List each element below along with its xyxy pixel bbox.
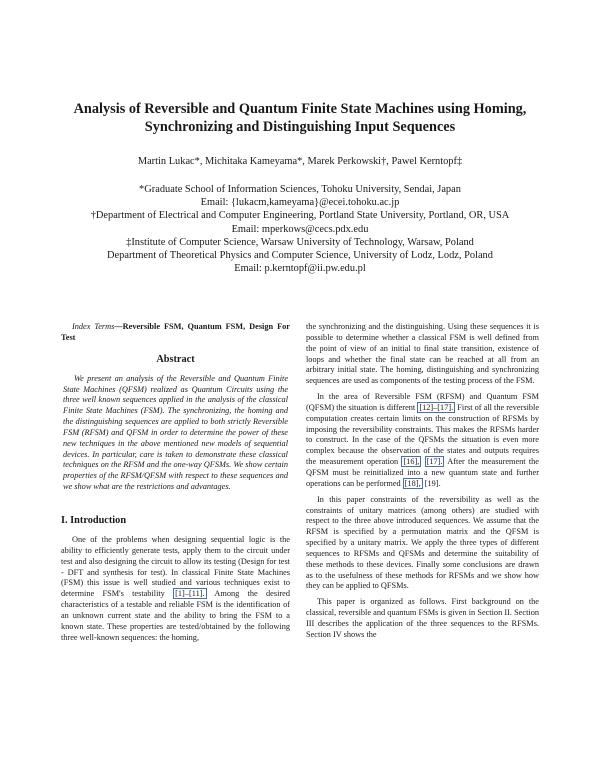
intro-paragraph: One of the problems when designing sequential logic is the ability to efficiently generate tests, apply them to the circuit under test and also designing the circuit to allow its testing (Design for test - DFT and synthesis for test). In classical Finite State Machines (FSM) this issue is well studied and various techniques exist to determine FSM's testability [1]–[11]. Among the desired characteristics of a testable and reliable FSM is the identification of an unknown current state and the ability to bring the FSM to a known state. These properties are tested/obtained by the following three well-known sequences: the homing, — [61, 534, 290, 642]
citation-link[interactable]: [1]–[11]. — [175, 589, 205, 599]
index-terms-dash: — — [114, 322, 123, 331]
author-list: Martin Lukac*, Michitaka Kameyama*, Marek Perkowski†, Pawel Kerntopf‡ — [137, 156, 463, 167]
index-terms-label: Index Terms — [72, 322, 115, 331]
citation-link[interactable]: [18], — [404, 478, 421, 488]
index-terms-text: Reversible FSM, Quantum FSM, Design For Test — [61, 322, 290, 342]
paper-title — [40, 100, 560, 136]
intro-paragraph: This paper is organized as follows. First background on the classical, reversible and quantum FSMs is given in Section II. Section III describes the application of the three sequences to the RFSMs. Section IV shows the — [306, 597, 539, 639]
affiliation-line: Department of Theoretical Physics and Computer Science, University of Lodz, Lodz, Poland — [107, 250, 493, 262]
affiliation-line: *Graduate School of Information Sciences, Tohoku University, Sendai, Japan — [139, 184, 461, 195]
introduction-heading: I. Introduction — [61, 514, 127, 526]
intro-paragraph: In this paper constraints of the reversibility as well as the constraints of unitary matrices (among others) are studied with respect to the three above introduced sequences. We assume that the RFSM is specified by a permutation matrix and the QFSM is specified by a unitary matrix. We apply the three types of different sequences to RFSMs and QFSMs and determine the suitability of these methods to these devices. Finally some conclusions are drawn as to the usefulness of these methods for RFSMs and we show how they can be applied to QFSMs. — [306, 494, 539, 591]
affiliations — [40, 183, 560, 275]
intro-paragraph: In the area of Reversible FSM (RFSM) and Quantum FSM (QFSM) the situation is different [12]–[17]. First of all the reversible computation creates certain limits on the construction of RFSMs by imposing the reversibility constraints. This makes the RFSMs harder to construct. In the case of the QFSMs the situation is even more complex because the observation of the states and outputs requires the measurement operation [16], [17]. After the measurement the QFSM must be reinitialized into a new quantum state and further operations can be performed [18], [19]. — [306, 392, 540, 488]
left-column — [61, 322, 290, 643]
affiliation-line: †Department of Electrical and Computer Engineering, Portland State University, Portland, OR, USA — [90, 210, 510, 222]
affiliation-email: Email: mperkows@cecs.pdx.edu — [231, 223, 369, 235]
title-line-2: Synchronizing and Distinguishing Input Sequences — [144, 119, 456, 135]
right-column — [306, 322, 539, 641]
citation-link[interactable]: [12]–[17]. — [419, 402, 454, 412]
affiliation-email: Email: p.kerntopf@ii.pw.edu.pl — [234, 263, 366, 275]
abstract-text: We present an analysis of the Reversible and Quantum Finite State Machines (QFSM) realized as Quantum Circuits using the three well known sequences applied in the analysis of the classical Finite State Machines (FSM). The synchronizing, the homing and the distinguishing sequences are applied to both strictly Reversible FSM (RFSM) and QFSM in order to determine the power of these new techniques in the above mentioned new models of sequential devices. In particular, care is taken to demonstrate these classical techniques on the RFSM and the one-way QFSMs. We show certain properties of the RFSM/QFSM with respect to these sequences and we show what are the restrictions and advantages. — [63, 373, 288, 492]
citation-link[interactable]: [17]. — [426, 457, 443, 467]
citation-link[interactable]: [16], — [403, 457, 420, 467]
intro-paragraph-continued: the synchronizing and the distinguishing. Using these sequences it is possible to determine whether a classical FSM is well defined from the point of view of an initial to final state transition, existence of loops and whether the final state can be reached at all from an arbitrary initial state. The homing, distinguishing and synchronizing sequences are used as components of the testing process of the FSM. — [306, 322, 539, 386]
title-line-1: Analysis of Reversible and Quantum Finite State Machines using Homing, — [73, 101, 527, 117]
affiliation-line: ‡Institute of Computer Science, Warsaw University of Technology, Warsaw, Poland — [126, 236, 474, 248]
affiliation-email: Email: {lukacm,kameyama}@ecei.tohoku.ac.jp — [200, 197, 400, 209]
abstract-heading: Abstract — [156, 353, 195, 365]
index-terms — [61, 322, 290, 344]
